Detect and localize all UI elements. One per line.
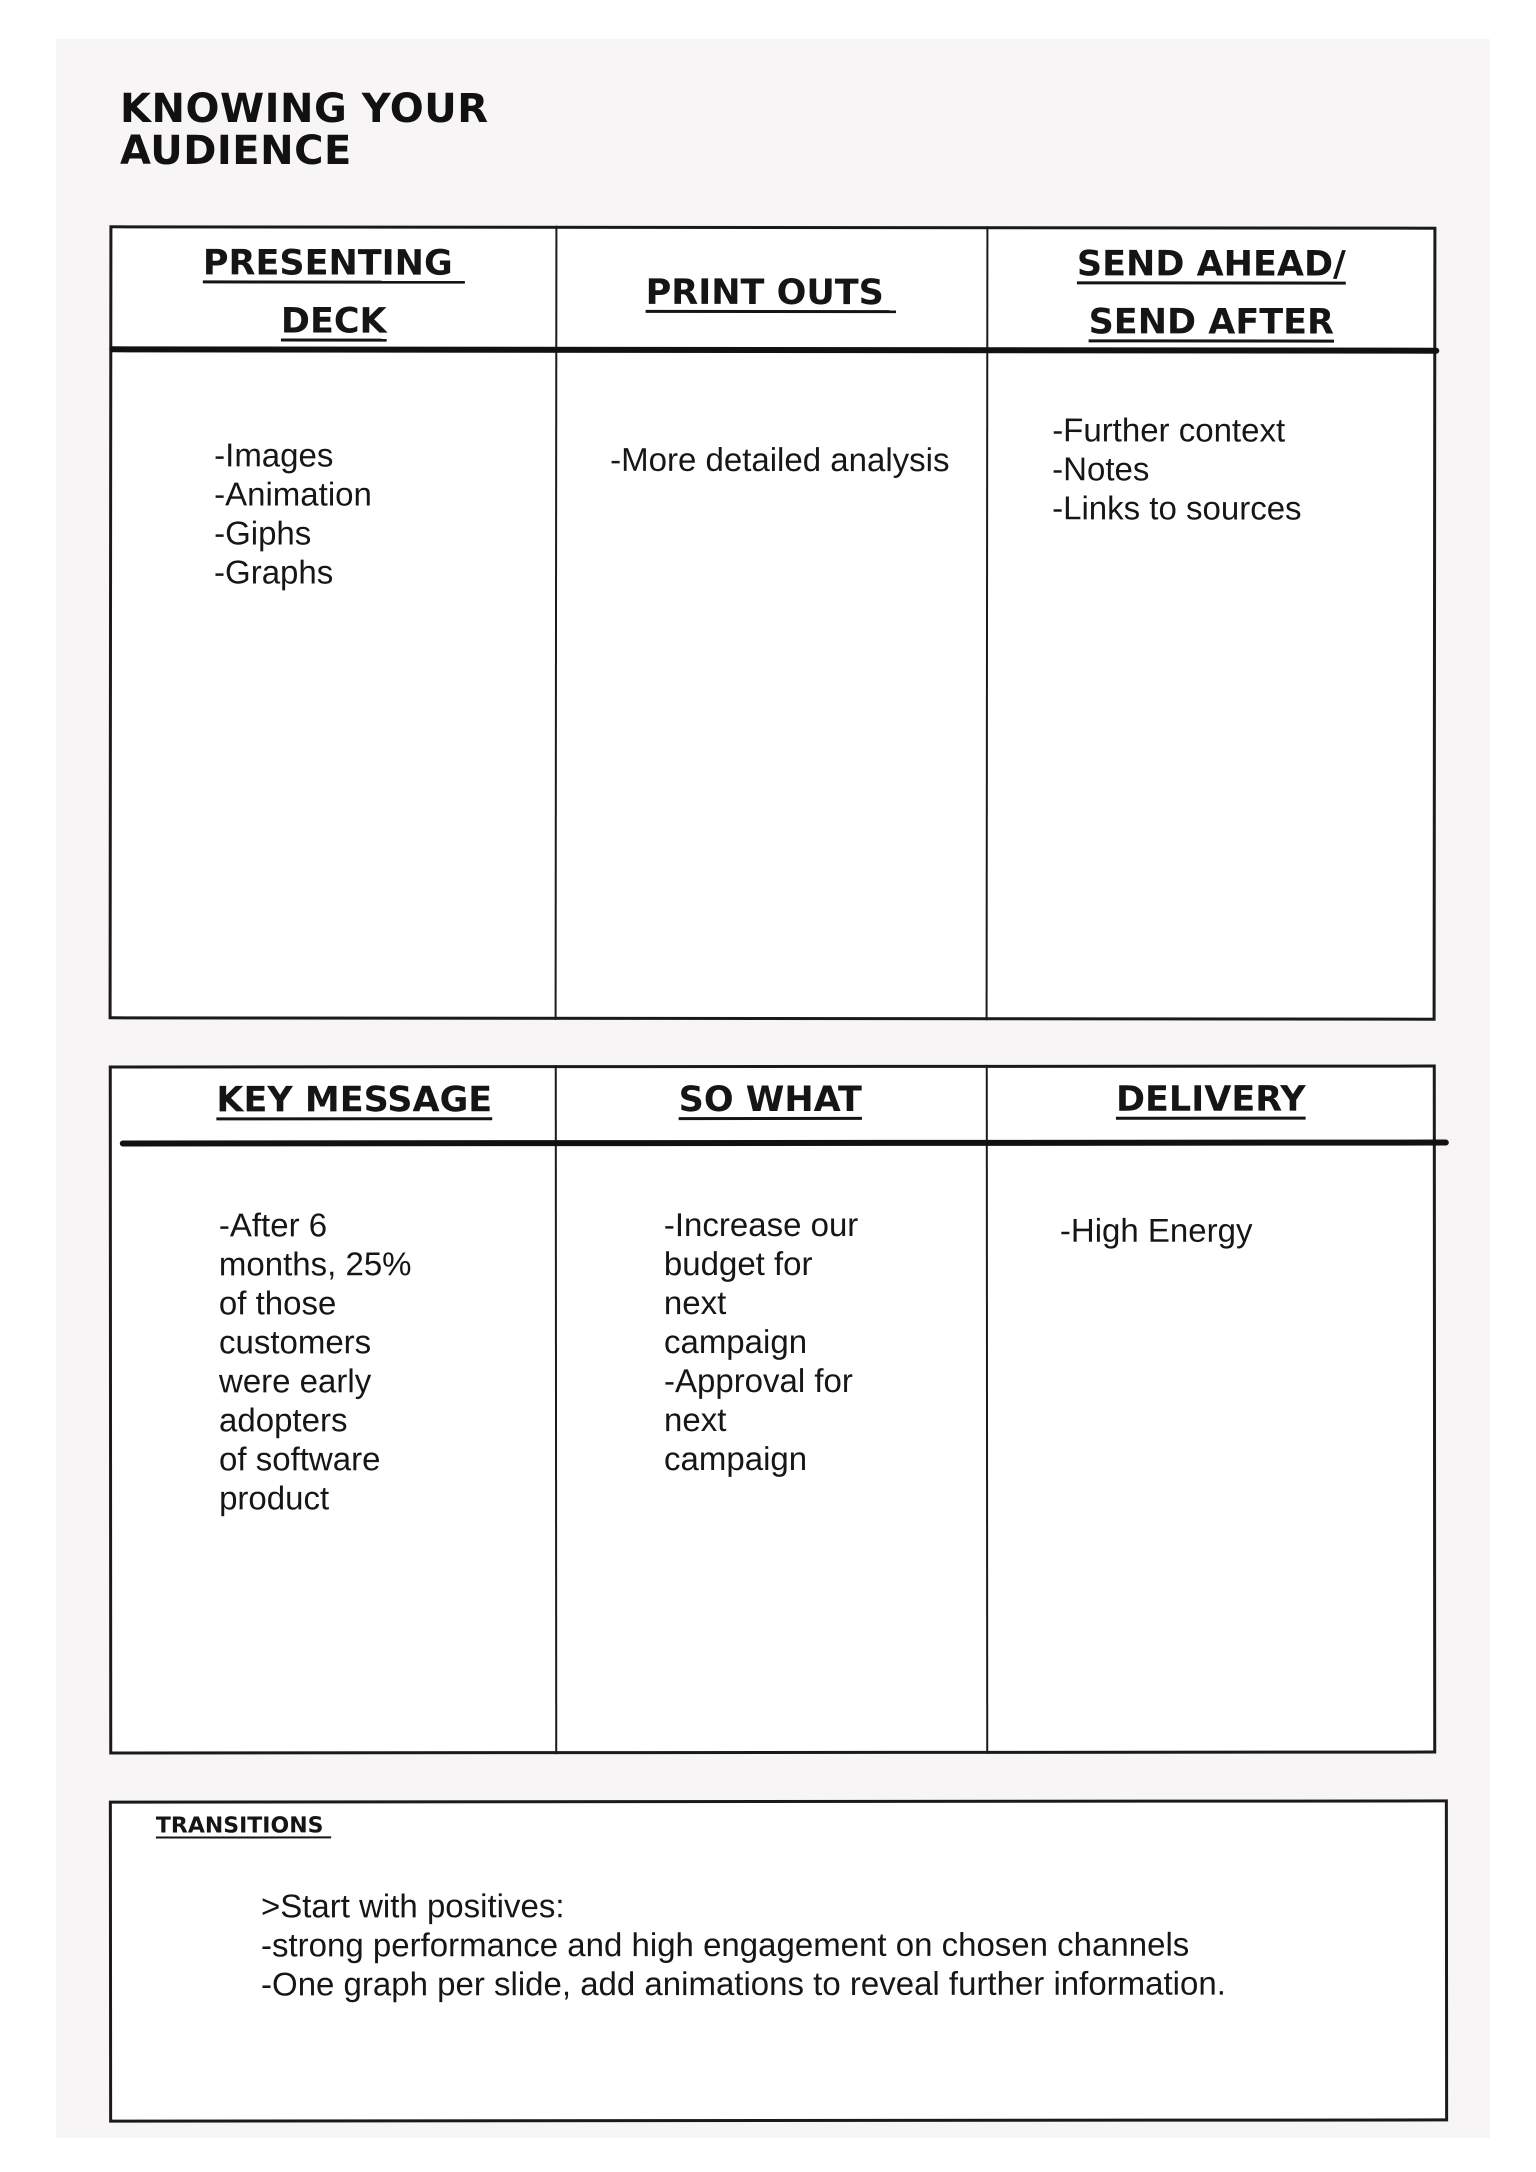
header-so-what	[555, 1080, 986, 1120]
cell-line: of software	[219, 1440, 381, 1478]
cell-line: next	[663, 1401, 727, 1439]
cell-line: -After 6	[218, 1206, 328, 1244]
column-divider	[986, 1065, 988, 1754]
header-delivery	[986, 1080, 1436, 1120]
cell-line: -Increase our	[663, 1205, 859, 1244]
cell-line: months, 25%	[218, 1245, 412, 1283]
cell-line: budget for	[663, 1244, 813, 1283]
cell-line: -Giphs	[214, 514, 312, 552]
header-line: DECK	[280, 301, 387, 342]
transitions-text	[261, 1886, 1226, 2004]
cell-line: product	[219, 1479, 330, 1517]
header-send-ahead	[986, 235, 1436, 351]
cell-line: -Approval for	[663, 1361, 853, 1400]
presenting-deck-cell	[214, 435, 372, 591]
header-line: KEY MESSAGE	[216, 1080, 493, 1121]
header-line: PRINT OUTS	[645, 272, 897, 314]
transitions-heading: TRANSITIONS	[155, 1813, 332, 1839]
key-message-cell	[219, 1205, 412, 1517]
header-print-outs	[555, 273, 986, 313]
cell-line: -Graphs	[214, 553, 334, 591]
header-line: SEND AHEAD/	[1076, 244, 1346, 285]
column-divider	[555, 1065, 557, 1754]
cell-line: -Images	[214, 436, 334, 474]
cell-line: adopters	[218, 1401, 348, 1439]
header-key-message	[112, 1080, 597, 1120]
header-line: SO WHAT	[678, 1079, 862, 1121]
cell-line: -Animation	[214, 475, 372, 513]
cell-line: -Notes	[1052, 450, 1150, 488]
title-line: AUDIENCE	[120, 128, 352, 174]
cell-line: customers	[218, 1323, 372, 1361]
transition-line: -strong performance and high engagement on chosen channels	[260, 1925, 1190, 1964]
page-title	[120, 88, 489, 172]
header-line: SEND AFTER	[1088, 302, 1335, 343]
header-presenting-deck	[112, 234, 555, 350]
transitions-box	[109, 1799, 1448, 2122]
title-line: KNOWING YOUR	[120, 86, 489, 132]
cell-line: were early	[218, 1362, 372, 1400]
cell-line: -More detailed analysis	[610, 440, 950, 479]
cell-line: next	[663, 1284, 727, 1322]
cell-line: campaign	[663, 1322, 808, 1361]
transition-line: -One graph per slide, add animations to reveal further information.	[261, 1964, 1226, 2003]
cell-line: -Links to sources	[1052, 489, 1302, 527]
print-outs-cell	[610, 440, 949, 479]
cell-line: -High Energy	[1059, 1211, 1253, 1249]
cell-line: campaign	[664, 1439, 808, 1478]
header-line: DELIVERY	[1115, 1079, 1306, 1120]
message-table	[109, 1065, 1436, 1755]
audience-materials-table	[109, 225, 1437, 1020]
cell-line: -Further context	[1052, 411, 1286, 449]
so-what-cell	[664, 1205, 859, 1478]
header-rule	[120, 1140, 1449, 1147]
send-ahead-cell	[1052, 410, 1302, 527]
header-line: PRESENTING	[202, 243, 465, 284]
transition-line: >Start with positives:	[260, 1887, 565, 1925]
cell-line: of those	[218, 1284, 337, 1322]
delivery-cell	[1060, 1211, 1253, 1250]
